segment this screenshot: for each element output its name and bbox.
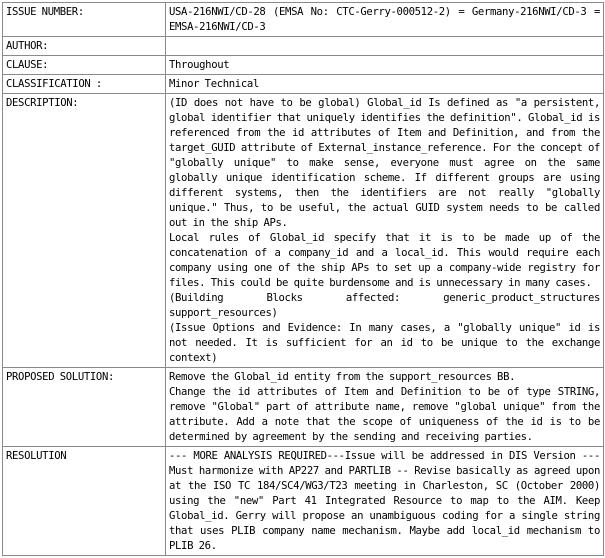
resolution-value: --- MORE ANALYSIS REQUIRED---Issue will be addressed in DIS Version --- Must harmonize with AP227 and PARTLIB -- Revise basically as agreed upon at the ISO TC 184/SC4/WG3/T23 meeting in Charleston, SC (October 2000) using the "new" Part 41 Integrated Resource to map to the AIM. Keep Global_id. Gerry will propose an unambiguous coding for a single string that uses PLIB company name mechanism. Maybe add local_id mechanism to PLIB 26. (166, 447, 604, 556)
classification-value: Minor Technical (166, 75, 604, 94)
author-row (3, 37, 604, 56)
issue-number-value: USA-216NWI/CD-28 (EMSA No: CTC-Gerry-000512-2) = Germany-216NWI/CD-3 = EMSA-216NWI/CD-3 (166, 3, 604, 37)
classification-label: CLASSIFICATION : (3, 75, 166, 94)
resolution-label: RESOLUTION (3, 447, 166, 556)
clause-value: Throughout (166, 56, 604, 75)
description-label: DESCRIPTION: (3, 94, 166, 368)
proposed-solution-value (166, 368, 604, 447)
proposed-solution-row (3, 368, 604, 447)
description-paragraph: Local rules of Global_id specify that it is to be made up of the concatenation of a company_id and a local_id. This would require each company using one of the ship APs to set up a company-wide registry for files. This could be quite burdensome and is unnecessary in many cases. (169, 232, 600, 289)
proposed-solution-label: PROPOSED SOLUTION: (3, 368, 166, 447)
description-value (166, 94, 604, 368)
description-paragraph: (Building Blocks affected: generic_product_structures support_resources) (169, 292, 600, 319)
clause-label: CLAUSE: (3, 56, 166, 75)
description-row (3, 94, 604, 368)
proposed-solution-paragraph: Change the id attributes of Item and Definition to be of type STRING, remove "Global" part of attribute name, remove "global unique" from the attribute. Add a note that the scope of uniqueness of the id is to be determined by agreement by the sending and receiving parties. (169, 386, 600, 443)
author-label: AUTHOR: (3, 37, 166, 56)
issue-number-row (3, 3, 604, 37)
clause-row (3, 56, 604, 75)
resolution-row (3, 447, 604, 556)
issue-number-label: ISSUE NUMBER: (3, 3, 166, 37)
proposed-solution-paragraph: Remove the Global_id entity from the support_resources BB. (169, 371, 516, 383)
description-paragraph: (Issue Options and Evidence: In many cases, a "globally unique" id is not needed. It is sufficient for an id to be unique to the exchange context) (169, 322, 600, 364)
author-value (166, 37, 604, 56)
classification-row (3, 75, 604, 94)
description-paragraph: (ID does not have to be global) Global_id Is defined as "a persistent, global identifier that uniquely identifies the definition". Global_id is referenced from the id attributes of Item and Definition, and from the target_GUID attribute of External_instance_reference. For the concept of "globally unique" to make sense, everyone must agree on the same globally unique identification scheme. If different groups are using different systems, then the identifiers are not really "globally unique." Thus, to be useful, the actual GUID system needs to be called out in the ship APs. (169, 97, 600, 229)
issue-table (2, 2, 604, 556)
